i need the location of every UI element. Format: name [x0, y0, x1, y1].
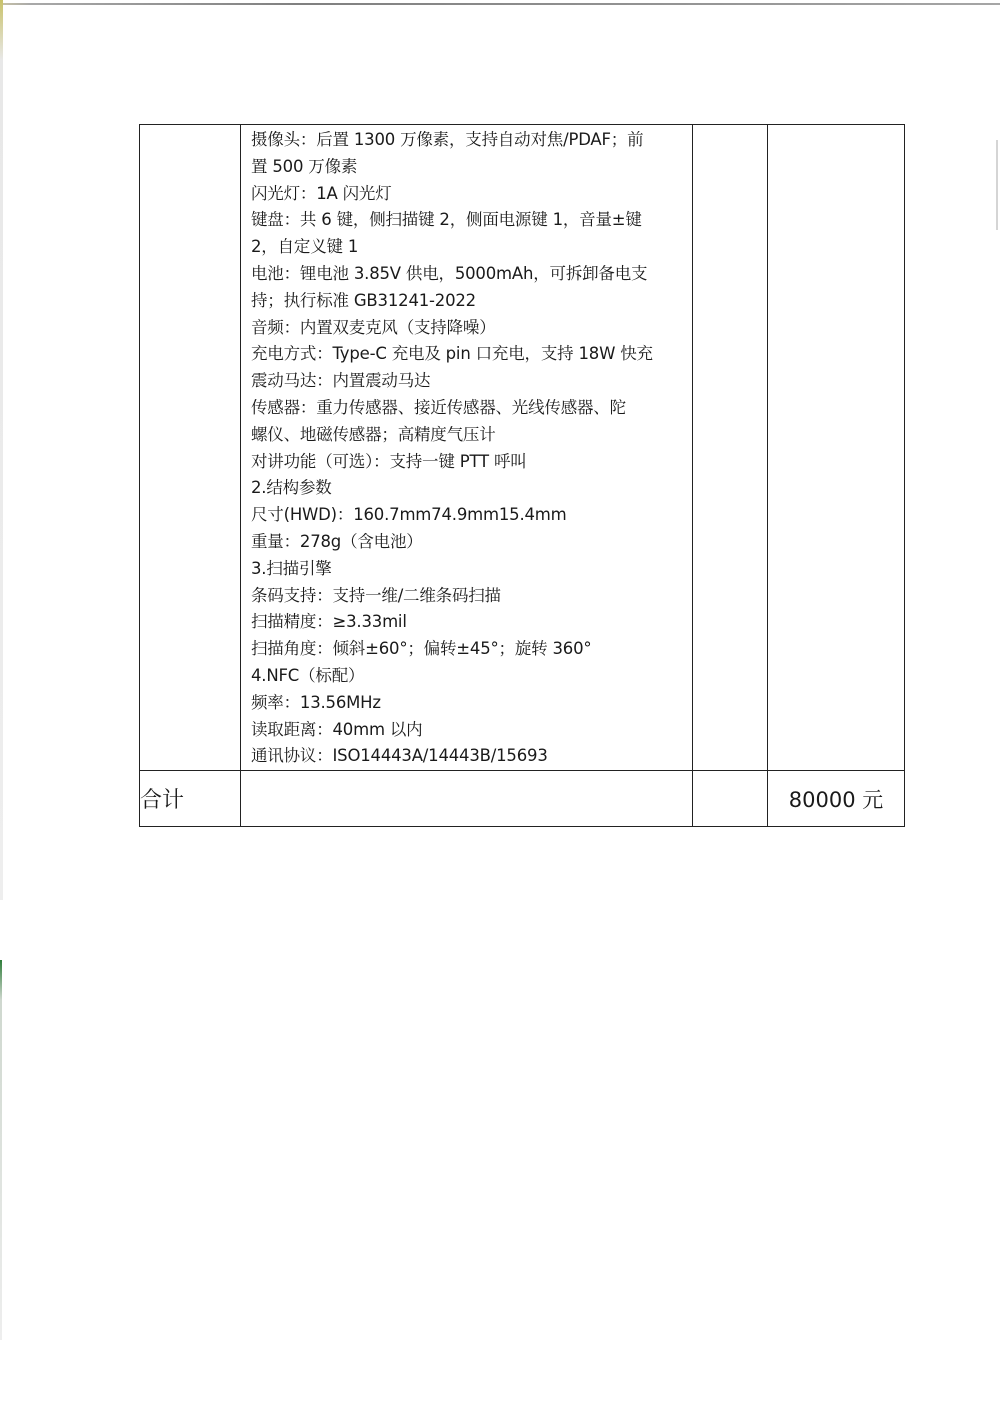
spec-line: 通讯协议：ISO14443A/14443B/15693	[251, 746, 548, 766]
scan-border-left	[0, 0, 3, 900]
specification-table	[139, 124, 905, 827]
spec-line: 频率：13.56MHz	[251, 692, 381, 712]
price-cell	[768, 125, 905, 771]
scan-border-top	[0, 3, 1000, 5]
total-quantity-cell	[693, 771, 768, 827]
quantity-cell	[693, 125, 768, 771]
spec-line: 置 500 万像素	[251, 156, 358, 176]
total-row	[140, 771, 905, 827]
spec-line: 读取距离：40mm 以内	[251, 719, 423, 739]
spec-line: 闪光灯：1A 闪光灯	[251, 183, 392, 203]
spec-line: 摄像头：后置 1300 万像素，支持自动对焦/PDAF；前	[251, 130, 644, 149]
spec-line: 持；执行标准 GB31241-2022	[251, 290, 476, 310]
spec-line: 扫描角度：倾斜±60°；偏转±45°；旋转 360°	[251, 639, 592, 659]
spec-line: 充电方式：Type-C 充电及 pin 口充电，支持 18W 快充	[251, 344, 653, 364]
spec-line: 对讲功能（可选）：支持一键 PTT 呼叫	[251, 451, 527, 471]
spec-cell	[241, 125, 693, 771]
total-value: 80000 元	[768, 771, 905, 827]
spec-line: 扫描精度：≥3.33mil	[251, 612, 407, 632]
item-cell	[140, 125, 241, 771]
spec-line: 条码支持：支持一维/二维条码扫描	[251, 585, 501, 605]
spec-line: 尺寸(HWD)：160.7mm74.9mm15.4mm	[251, 505, 567, 525]
spec-line: 传感器：重力传感器、接近传感器、光线传感器、陀	[251, 397, 626, 417]
section-heading-nfc: 4.NFC（标配）	[251, 665, 365, 685]
spec-line: 重量：278g（含电池）	[251, 531, 423, 551]
total-label: 合计	[140, 771, 241, 827]
total-spec-cell	[241, 771, 693, 827]
spec-line: 音频：内置双麦克风（支持降噪）	[251, 317, 496, 337]
spec-text-block	[241, 125, 692, 770]
scan-border-right	[996, 140, 998, 230]
spec-line: 键盘：共 6 键，侧扫描键 2，侧面电源键 1，音量±键	[251, 210, 642, 230]
spec-line: 2，自定义键 1	[251, 237, 359, 257]
spec-line: 电池：锂电池 3.85V 供电，5000mAh，可拆卸备电支	[251, 263, 648, 283]
scan-border-left-lower	[0, 960, 2, 1340]
spec-row	[140, 125, 905, 771]
section-heading-structure: 2.结构参数	[251, 478, 332, 498]
spec-line: 震动马达：内置震动马达	[251, 371, 431, 391]
section-heading-scan-engine: 3.扫描引擎	[251, 558, 332, 578]
spec-line: 螺仪、地磁传感器；高精度气压计	[251, 424, 496, 444]
